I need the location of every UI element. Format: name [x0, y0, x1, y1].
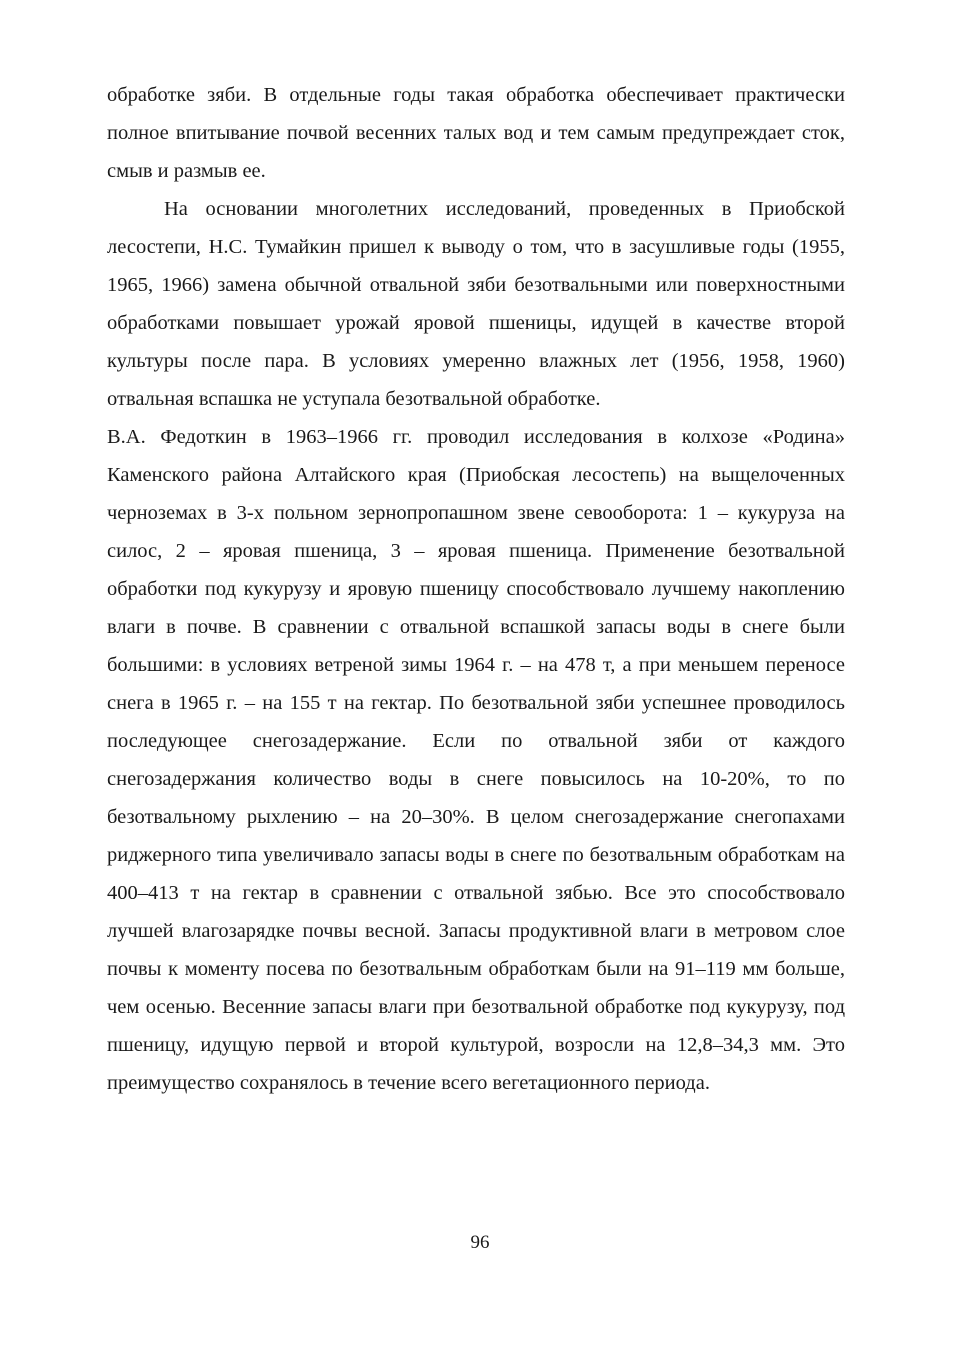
paragraph-tumaykin: На основании многолетних исследований, проведенных в Приобской лесостепи, Н.С. Тумайкин пришел к выводу о том, что в засушливые годы (1955, 1965, 1966) замена обычной отвальной зяби безотвальными или поверхностными обработками повышает урожай яровой пшеницы, идущей в качестве второй культуры после пара. В условиях умеренно влажных лет (1956, 1958, 1960) отвальная вспашка не уступала безотвальной обработке.	[107, 198, 845, 410]
paragraph-fedotkin: В.А. Федоткин в 1963–1966 гг. проводил исследования в колхозе «Родина» Каменского района Алтайского края (Приобская лесостепь) на выщелоченных черноземах в 3-х польном зернопропашном звене севооборота: 1 – кукуруза на силос, 2 – яровая пшеница, 3 – яровая пшеница. Применение безотвальной обработки под кукурузу и яровую пшеницу способствовало лучшему накоплению влаги в почве. В сравнении с отвальной вспашкой запасы воды в снеге были большими: в условиях ветреной зимы 1964 г. – на 478 т, а при меньшем переносе снега в 1965 г. – на 155 т на гектар. По безотвальной зяби успешнее проводилось последующее снегозадержание. Если по отвальной зяби от каждого снегозадержания количество воды в снеге повысилось на 10-20%, то по безотвальному рыхлению – на 20–30%. В целом снегозадержание снегопахами риджерного типа увеличивало запасы воды в снеге по безотвальным обработкам на 400–413 т на гектар в сравнении с отвальной зябью. Все это способствовало лучшей влагозарядке почвы весной. Запасы продуктивной влаги в метровом слое почвы к моменту посева по безотвальным обработкам были на 91–119 мм больше, чем осенью. Весенние запасы влаги при безотвальной обработке под кукурузу, под пшеницу, идущую первой и второй культурой, возросли на 12,8–34,3 мм. Это преимущество сохранялось в течение всего вегетационного периода.	[107, 426, 845, 1094]
paragraph-continuation: обработке зяби. В отдельные годы такая обработка обеспечивает практически полное впитывание почвой весенних талых вод и тем самым предупреждает сток, смыв и размыв ее.	[107, 84, 845, 182]
page-number: 96	[470, 1232, 490, 1253]
body-text	[107, 76, 845, 1102]
